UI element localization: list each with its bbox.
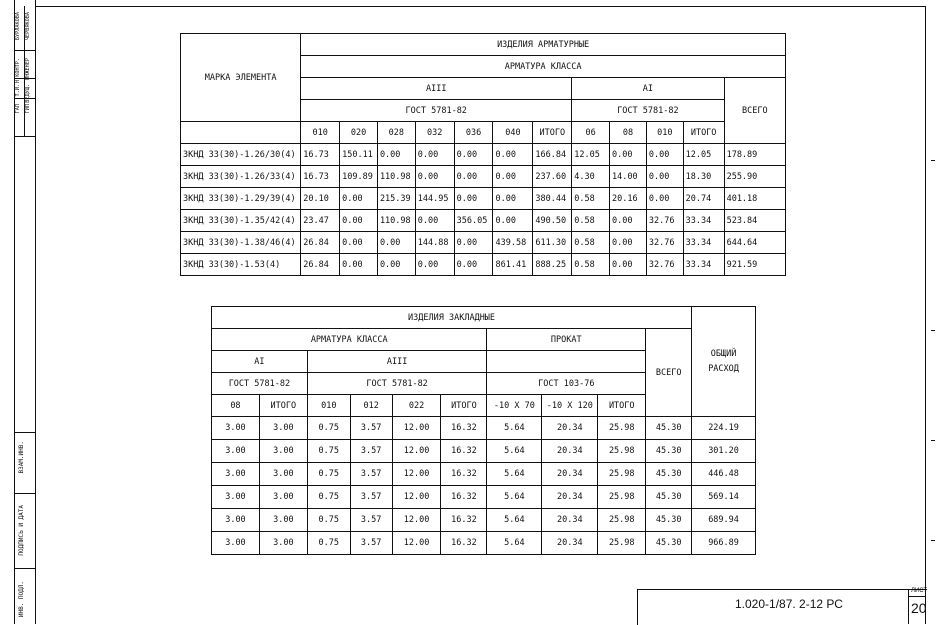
approval-stamp	[14, 6, 35, 136]
cell-value: 3.00	[212, 486, 260, 509]
cell-value: 0.00	[454, 144, 493, 166]
column-header: 010	[301, 122, 340, 144]
cell-value: 110.98	[377, 166, 415, 188]
embedded-products-table	[211, 306, 756, 555]
column-header: -10 X 70	[487, 395, 542, 417]
cell-value: 611.30	[533, 232, 572, 254]
cell-value: 23.47	[301, 210, 340, 232]
cell-value: 5.64	[487, 417, 542, 440]
cell-value: 32.76	[646, 254, 683, 276]
cell-value: 0.00	[340, 210, 378, 232]
cell-value: 12.00	[392, 532, 441, 555]
cell-value: 3.00	[212, 463, 260, 486]
sheet-number: 20	[911, 600, 927, 616]
cell-value: 0.00	[454, 166, 493, 188]
cell-value: 109.89	[340, 166, 378, 188]
cell-value: 380.44	[533, 188, 572, 210]
row-total: 644.64	[724, 232, 785, 254]
stamp-text: ПОДПИСЬ И ДАТА	[18, 505, 25, 556]
mark-column-header: МАРКА ЭЛЕМЕНТА	[181, 34, 301, 122]
table-row	[181, 254, 786, 276]
cell-value: 0.00	[610, 254, 647, 276]
stamp-text: Т.И.	[15, 84, 21, 97]
cell-value: 0.58	[572, 210, 610, 232]
cell-value: 888.25	[533, 254, 572, 276]
total-header: ВСЕГО	[646, 329, 692, 417]
cell-value: 0.00	[493, 210, 533, 232]
column-header: 08	[610, 122, 647, 144]
cell-value: 3.57	[350, 486, 392, 509]
cell-value: 3.00	[212, 509, 260, 532]
table-row	[212, 440, 756, 463]
cell-value: 16.73	[301, 166, 340, 188]
table-row	[212, 417, 756, 440]
cell-value: 20.34	[542, 440, 598, 463]
cell-value: 20.34	[542, 509, 598, 532]
cell-value: 16.32	[441, 463, 487, 486]
total-header: ВСЕГО	[724, 78, 785, 144]
overall-value: 446.48	[692, 463, 756, 486]
cell-value: 25.98	[598, 486, 646, 509]
row-total: 921.59	[724, 254, 785, 276]
cell-value: 0.00	[415, 210, 454, 232]
frame-top-border	[35, 6, 926, 7]
cell-value: 0.00	[415, 166, 454, 188]
cell-value: 0.00	[340, 232, 378, 254]
inventory-stamp	[14, 432, 35, 625]
cell-value: 33.34	[683, 254, 724, 276]
cell-value: 25.98	[598, 417, 646, 440]
cell-value: 16.32	[441, 509, 487, 532]
cell-value: 0.00	[340, 188, 378, 210]
cell-value: 3.57	[350, 440, 392, 463]
class-ai-header: AI	[212, 351, 308, 373]
cell-value: 3.00	[212, 532, 260, 555]
cell-value: 166.84	[533, 144, 572, 166]
cell-value: 0.75	[307, 440, 350, 463]
table-row	[212, 532, 756, 555]
cell-value: 150.11	[340, 144, 378, 166]
table-row	[181, 166, 786, 188]
column-header: 022	[392, 395, 441, 417]
overall-header: ОБЩИЙ РАСХОД	[692, 307, 756, 417]
class-aiii-header: AIII	[301, 78, 572, 100]
cell-value: 16.32	[441, 417, 487, 440]
table-title: ИЗДЕЛИЯ ЗАКЛАДНЫЕ	[212, 307, 692, 329]
stamp-text: ВЗАМ.ИНВ.	[18, 441, 25, 474]
cell-value: 0.00	[493, 188, 533, 210]
cell-value: 32.76	[646, 210, 683, 232]
cell-value: 18.30	[683, 166, 724, 188]
class-ai-header: AI	[572, 78, 724, 100]
column-header: 028	[377, 122, 415, 144]
cell-value: 20.34	[542, 463, 598, 486]
cell-value: 20.34	[542, 417, 598, 440]
cell-value: 3.00	[212, 417, 260, 440]
cell-value: 16.73	[301, 144, 340, 166]
stamp-text: ЧЕРВЯКОВА	[25, 12, 31, 41]
cell-value: 16.32	[441, 486, 487, 509]
cell-value: 12.05	[572, 144, 610, 166]
cell-value: 0.58	[572, 188, 610, 210]
cell-value: 0.00	[610, 232, 647, 254]
column-header: ИТОГО	[598, 395, 646, 417]
column-header: 036	[454, 122, 493, 144]
overall-value: 224.19	[692, 417, 756, 440]
cell-value: 3.57	[350, 417, 392, 440]
frame-right-border	[925, 6, 926, 624]
row-total: 45.30	[646, 440, 692, 463]
gost-prokat-header: ГОСТ 103-76	[487, 373, 646, 395]
cell-value: 25.98	[598, 463, 646, 486]
column-header: 032	[415, 122, 454, 144]
table-row	[181, 188, 786, 210]
cell-value: 12.00	[392, 463, 441, 486]
cell-value: 12.00	[392, 509, 441, 532]
cell-value: 0.00	[454, 188, 493, 210]
cell-value: 0.58	[572, 232, 610, 254]
cell-value: 0.00	[493, 166, 533, 188]
cell-value: 20.34	[542, 486, 598, 509]
prokat-header: ПРОКАТ	[487, 329, 646, 351]
cell-value: 5.64	[487, 486, 542, 509]
column-header: ИТОГО	[441, 395, 487, 417]
overall-value: 301.20	[692, 440, 756, 463]
drawing-code: 1.020-1/87. 2-12 РС	[735, 597, 843, 611]
row-total: 401.18	[724, 188, 785, 210]
cell-value: 0.00	[493, 144, 533, 166]
cell-value: 3.00	[259, 486, 307, 509]
cell-value: 0.00	[646, 144, 683, 166]
table-row	[212, 509, 756, 532]
stamp-text: БУРЛАКОВА	[15, 12, 21, 41]
cell-value: 33.34	[683, 232, 724, 254]
cell-value: 12.05	[683, 144, 724, 166]
cell-value: 32.76	[646, 232, 683, 254]
cell-value: 0.00	[610, 210, 647, 232]
cell-value: 25.98	[598, 440, 646, 463]
row-total: 255.90	[724, 166, 785, 188]
cell-value: 16.32	[441, 532, 487, 555]
element-mark: ЗКНД 33(30)-1.26/30(4)	[181, 144, 301, 166]
cell-value: 3.00	[259, 509, 307, 532]
class-header: АРМАТУРА КЛАССА	[301, 56, 786, 78]
cell-value: 3.00	[259, 440, 307, 463]
cell-value: 20.74	[683, 188, 724, 210]
cell-value: 20.16	[610, 188, 647, 210]
column-header: 08	[212, 395, 260, 417]
overall-value: 966.89	[692, 532, 756, 555]
column-header: -10 X 120	[542, 395, 598, 417]
cell-value: 0.00	[377, 254, 415, 276]
cell-value: 26.84	[301, 254, 340, 276]
element-mark: ЗКНД 33(30)-1.38/46(4)	[181, 232, 301, 254]
cell-value: 33.34	[683, 210, 724, 232]
cell-value: 0.75	[307, 417, 350, 440]
cell-value: 0.00	[646, 166, 683, 188]
cell-value: 0.00	[377, 232, 415, 254]
stamp-text: ВЕДУЩ.	[25, 84, 31, 103]
cell-value: 5.64	[487, 532, 542, 555]
cell-value: 20.34	[542, 532, 598, 555]
column-header: 06	[572, 122, 610, 144]
cell-value: 3.57	[350, 532, 392, 555]
class-header: АРМАТУРА КЛАССА	[212, 329, 487, 351]
cell-value: 0.58	[572, 254, 610, 276]
stamp-text: ГАП	[15, 104, 21, 114]
frame-binding-border	[35, 0, 36, 624]
cell-value: 0.00	[610, 144, 647, 166]
table-title: ИЗДЕЛИЯ АРМАТУРНЫЕ	[301, 34, 786, 56]
cell-value: 3.00	[259, 463, 307, 486]
cell-value: 3.00	[259, 532, 307, 555]
cell-value: 3.57	[350, 463, 392, 486]
cell-value: 5.64	[487, 463, 542, 486]
cell-value: 3.57	[350, 509, 392, 532]
reinforcement-products-table	[180, 33, 786, 276]
cell-value: 0.00	[646, 188, 683, 210]
column-header: ИТОГО	[683, 122, 724, 144]
cell-value: 12.00	[392, 417, 441, 440]
gost-ai-header: ГОСТ 5781-82	[212, 373, 308, 395]
row-total: 45.30	[646, 509, 692, 532]
cell-value: 110.98	[377, 210, 415, 232]
row-total: 45.30	[646, 532, 692, 555]
row-total: 178.89	[724, 144, 785, 166]
table-row	[181, 210, 786, 232]
cell-value: 0.00	[415, 254, 454, 276]
element-mark: ЗКНД 33(30)-1.26/33(4)	[181, 166, 301, 188]
cell-value: 0.75	[307, 486, 350, 509]
cell-value: 237.60	[533, 166, 572, 188]
cell-value: 20.10	[301, 188, 340, 210]
row-total: 45.30	[646, 486, 692, 509]
cell-value: 0.00	[340, 254, 378, 276]
cell-value: 14.00	[610, 166, 647, 188]
cell-value: 16.32	[441, 440, 487, 463]
row-total: 45.30	[646, 417, 692, 440]
cell-value: 0.00	[377, 144, 415, 166]
column-header: ИТОГО	[259, 395, 307, 417]
table-row	[181, 144, 786, 166]
cell-value: 3.00	[259, 417, 307, 440]
element-mark: ЗКНД 33(30)-1.35/42(4)	[181, 210, 301, 232]
column-header: 020	[340, 122, 378, 144]
table-row	[212, 486, 756, 509]
column-header: 010	[307, 395, 350, 417]
cell-value: 5.64	[487, 509, 542, 532]
cell-value: 439.58	[493, 232, 533, 254]
cell-value: 4.30	[572, 166, 610, 188]
cell-value: 356.05	[454, 210, 493, 232]
element-mark: ЗКНД 33(30)-1.53(4)	[181, 254, 301, 276]
gost-ai-header: ГОСТ 5781-82	[572, 100, 724, 122]
stamp-text: Н.КОНТР.	[15, 58, 21, 83]
cell-value: 5.64	[487, 440, 542, 463]
cell-value: 25.98	[598, 532, 646, 555]
cell-value: 3.00	[212, 440, 260, 463]
row-total: 523.84	[724, 210, 785, 232]
table-row	[212, 463, 756, 486]
cell-value: 12.00	[392, 486, 441, 509]
column-header: ИТОГО	[533, 122, 572, 144]
cell-value: 490.50	[533, 210, 572, 232]
cell-value: 215.39	[377, 188, 415, 210]
column-header: 012	[350, 395, 392, 417]
cell-value: 0.75	[307, 532, 350, 555]
cell-value: 0.75	[307, 463, 350, 486]
cell-value: 0.00	[454, 232, 493, 254]
cell-value: 144.95	[415, 188, 454, 210]
sheet-label: ЛИСТ	[911, 588, 928, 594]
cell-value: 0.00	[415, 144, 454, 166]
cell-value: 0.00	[454, 254, 493, 276]
cell-value: 144.88	[415, 232, 454, 254]
overall-value: 569.14	[692, 486, 756, 509]
stamp-text: ГИП	[25, 104, 31, 114]
cell-value: 861.41	[493, 254, 533, 276]
row-total: 45.30	[646, 463, 692, 486]
cell-value: 12.00	[392, 440, 441, 463]
cell-value: 25.98	[598, 509, 646, 532]
cell-value: 26.84	[301, 232, 340, 254]
column-header: 010	[646, 122, 683, 144]
column-header: 040	[493, 122, 533, 144]
cell-value: 0.75	[307, 509, 350, 532]
gost-aiii-header: ГОСТ 5781-82	[301, 100, 572, 122]
stamp-text: ИНЖЕНЕР	[25, 58, 31, 80]
gost-aiii-header: ГОСТ 5781-82	[307, 373, 487, 395]
overall-value: 689.94	[692, 509, 756, 532]
class-aiii-header: AIII	[307, 351, 487, 373]
stamp-text: ИНВ. ПОДЛ.	[18, 581, 25, 618]
table-row	[181, 232, 786, 254]
element-mark: ЗКНД 33(30)-1.29/39(4)	[181, 188, 301, 210]
